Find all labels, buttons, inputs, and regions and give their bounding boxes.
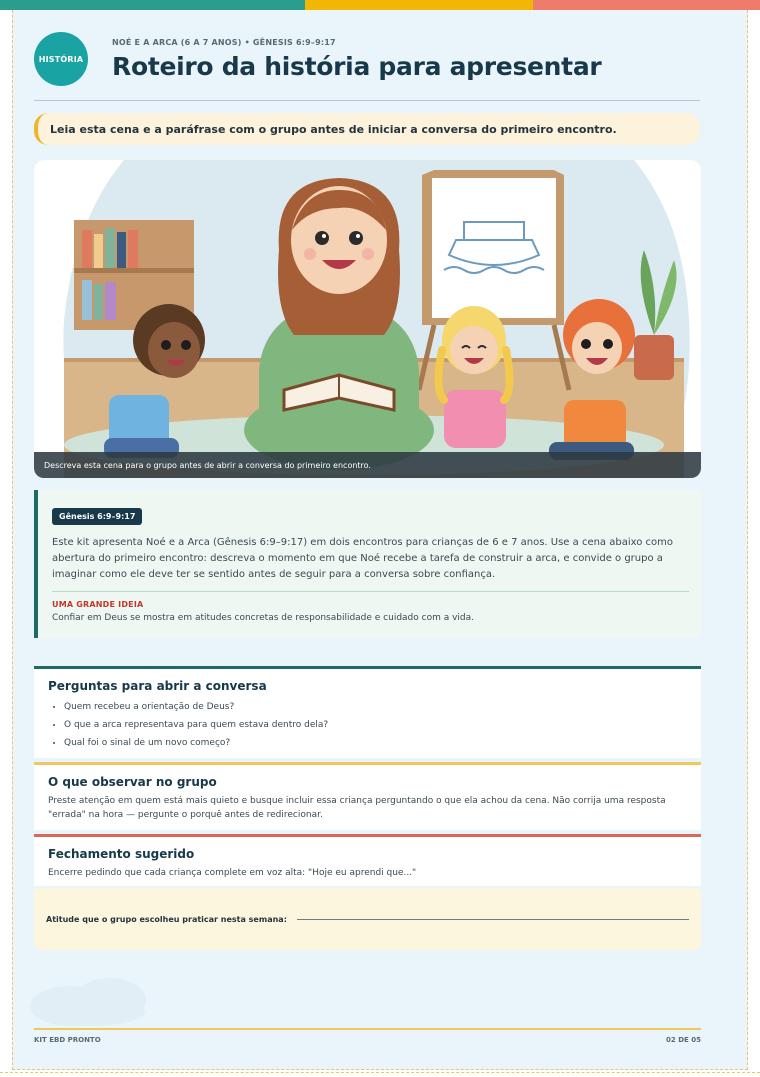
closing-card: [34, 834, 701, 886]
page-title: Roteiro da história para apresentar: [112, 52, 602, 81]
illustration-caption: Descreva esta cena para o grupo antes de abrir a conversa do primeiro encontro.: [34, 452, 701, 478]
breadcrumb: NOÉ E A ARCA (6 A 7 ANOS) • GÊNESIS 6:9–9:17: [112, 38, 336, 47]
cloud-decoration: [20, 968, 160, 1028]
observe-title: O que observar no grupo: [48, 775, 217, 789]
footer-page-number: 02 DE 05: [666, 1036, 701, 1044]
questions-card: [34, 666, 701, 758]
lead-callout: Leia esta cena e a paráfrase com o grupo antes de iniciar a conversa do primeiro encontro.: [34, 113, 700, 145]
question-item: • Quem recebeu a orientação de Deus?: [64, 698, 687, 716]
footer-kit-name: KIT EBD PRONTO: [34, 1036, 101, 1044]
top-color-bar: [0, 0, 760, 10]
observe-text: Preste atenção em quem está mais quieto e busque incluir essa criança perguntando o que ela achou da cena. Não corrija uma resposta "errada" na hora — pergunte o porquê antes de redirecionar.: [48, 796, 666, 820]
question-item: • Qual foi o sinal de um novo começo?: [64, 734, 687, 752]
scripture-paraphrase: Este kit apresenta Noé e a Arca (Gênesis 6:9–9:17) em dois encontros para crianças de 6 e 7 anos. Use a cena abaixo como abertura do primeiro encontro: descreva o momento em que Noé recebe a tarefa de construir a arca, e convide o grupo a imaginar como ele deve ter se sentido antes de seguir para a conversa sobre confiança.: [52, 537, 674, 580]
scripture-box: [34, 490, 701, 638]
header-divider: [34, 100, 700, 101]
attitude-label: Atitude que o grupo escolheu praticar nesta semana:: [46, 914, 287, 924]
attitude-field[interactable]: [34, 888, 701, 950]
attitude-write-line[interactable]: [297, 919, 689, 920]
questions-title: Perguntas para abrir a conversa: [48, 679, 267, 693]
questions-list: [48, 698, 687, 752]
observe-card: [34, 762, 701, 830]
footer-rule: [34, 1028, 701, 1030]
big-idea-text: Confiar em Deus se mostra em atitudes concretas de responsabilidade e cuidado com a vida.: [52, 613, 475, 623]
scripture-reference: Gênesis 6:9–9:17: [52, 508, 142, 525]
section-badge: HISTÓRIA: [34, 32, 88, 86]
story-illustration: [34, 160, 701, 478]
closing-title: Fechamento sugerido: [48, 847, 195, 861]
illustration-image: [34, 160, 701, 478]
question-item: • O que a arca representava para quem estava dentro dela?: [64, 716, 687, 734]
closing-text: Encerre pedindo que cada criança complete em voz alta: "Hoje eu aprendi que...": [48, 868, 417, 878]
big-idea-label: UMA GRANDE IDEIA: [52, 600, 144, 609]
scripture-divider: [52, 591, 689, 592]
